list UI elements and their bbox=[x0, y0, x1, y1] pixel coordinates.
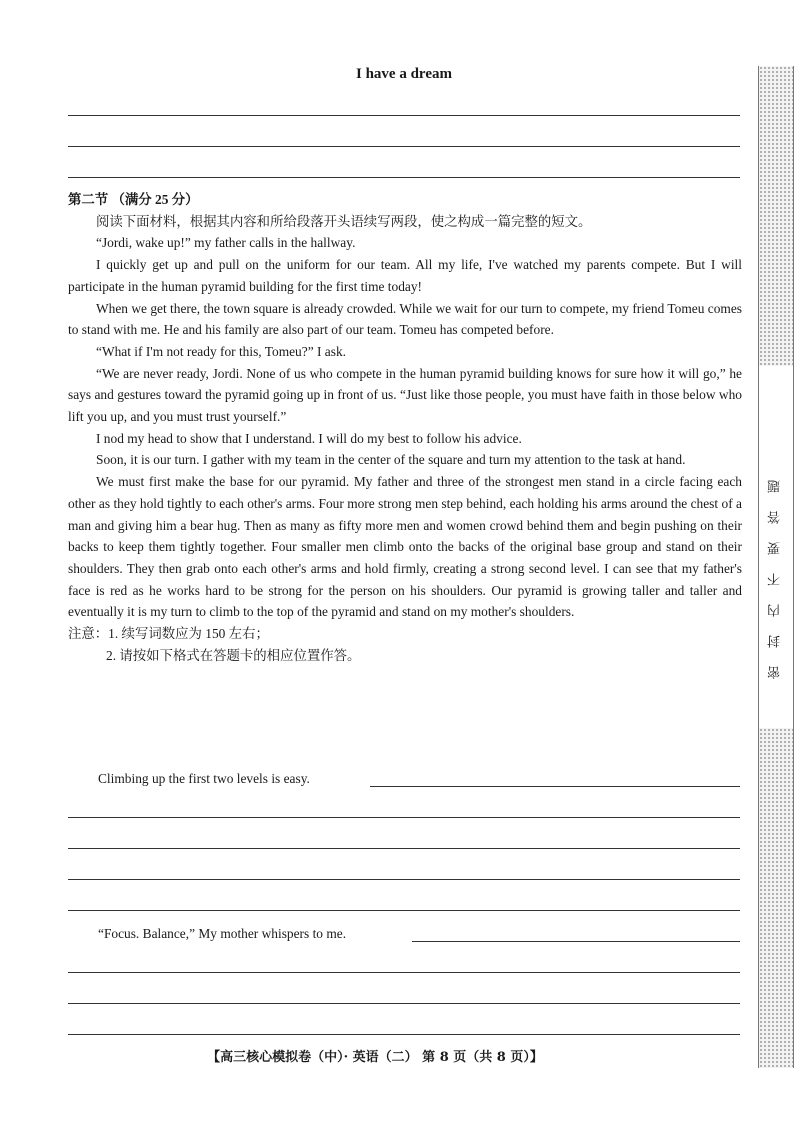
note-format: 2. 请按如下格式在答题卡的相应位置作答。 bbox=[106, 647, 361, 663]
note-word-count: 注意：1. 续写词数应为 150 左右； bbox=[68, 626, 269, 642]
answer-line bbox=[370, 786, 740, 787]
answer-line bbox=[68, 1034, 740, 1035]
story-paragraph: Soon, it is our turn. I gather with my team in the center of the square and turn my attention to the task at hand. bbox=[96, 452, 686, 468]
answer-line bbox=[412, 941, 740, 942]
section-instruction: 阅读下面材料，根据其内容和所给段落开头语续写两段，使之构成一篇完整的短文。 bbox=[96, 213, 592, 229]
paragraph-starter-2: “Focus. Balance,” My mother whispers to me. bbox=[98, 926, 347, 941]
story-paragraph: I nod my head to show that I understand. I will do my best to follow his advice. bbox=[96, 430, 522, 446]
binding-strip-label bbox=[758, 366, 794, 728]
answer-line bbox=[68, 817, 740, 818]
binding-strip-bottom bbox=[758, 728, 794, 1068]
page-footer: 【高三核心模拟卷（中）· 英语（二） 第 8 页（共 8 页）】 bbox=[207, 1050, 543, 1065]
story-paragraph: When we get there, the town square is already crowded. While we wait for our turn to compete, my friend Tomeu comes to stand with me. He and his family are also part of our team. Tomeu has competed before. bbox=[68, 300, 742, 338]
story-paragraph: I quickly get up and pull on the uniform for our team. All my life, I've watched my parents compete. But I will participate in the human pyramid building for the first time today! bbox=[68, 257, 742, 294]
story-paragraph: “Jordi, wake up!” my father calls in the hallway. bbox=[96, 235, 356, 251]
story-paragraph: “What if I'm not ready for this, Tomeu?” I ask. bbox=[96, 343, 346, 359]
answer-line bbox=[68, 177, 740, 178]
answer-line bbox=[68, 879, 740, 880]
answer-line bbox=[68, 848, 740, 849]
binding-strip-top bbox=[758, 66, 794, 366]
answer-line bbox=[68, 115, 740, 116]
notes bbox=[68, 623, 742, 666]
essay-title: I have a dream bbox=[356, 66, 452, 82]
paragraph-starter-1: Climbing up the first two levels is easy. bbox=[98, 771, 310, 786]
answer-line bbox=[68, 910, 740, 911]
answer-line bbox=[68, 1003, 740, 1004]
story-paragraph: “We are never ready, Jordi. None of us who compete in the human pyramid building knows for sure how it will go,” he says and gestures toward the pyramid going up in front of us. “Just like those people, you must have faith in those below who lift you up, and you must trust yourself.” bbox=[68, 365, 742, 425]
answer-line bbox=[68, 146, 740, 147]
binding-warning: 密封内不要答题 bbox=[768, 462, 783, 680]
answer-line bbox=[68, 972, 740, 973]
story-paragraph: We must first make the base for our pyramid. My father and three of the strongest men stand in a circle facing each other as they hold tightly to each other's arms. Four more strong men step behind, each holding his arms around the chest of a man and giving him a bear hug. Then as many as fifty more men and women crowd behind them and begin pushing on their backs to keep them tightly together. Four smaller men climb onto the backs of the original base group and stand on their shoulders. They then grab onto each other's arms and hold firmly, creating a strong second level. I can see that my father's face is red as he works hard to be strong for the person on his shoulders. Our pyramid is growing taller and taller and eventually it is my turn to climb to the top of the pyramid and stand on my mother's shoulders. bbox=[68, 474, 742, 620]
section-heading: 第二节 （满分 25 分） bbox=[68, 192, 199, 207]
section-two bbox=[68, 189, 742, 666]
